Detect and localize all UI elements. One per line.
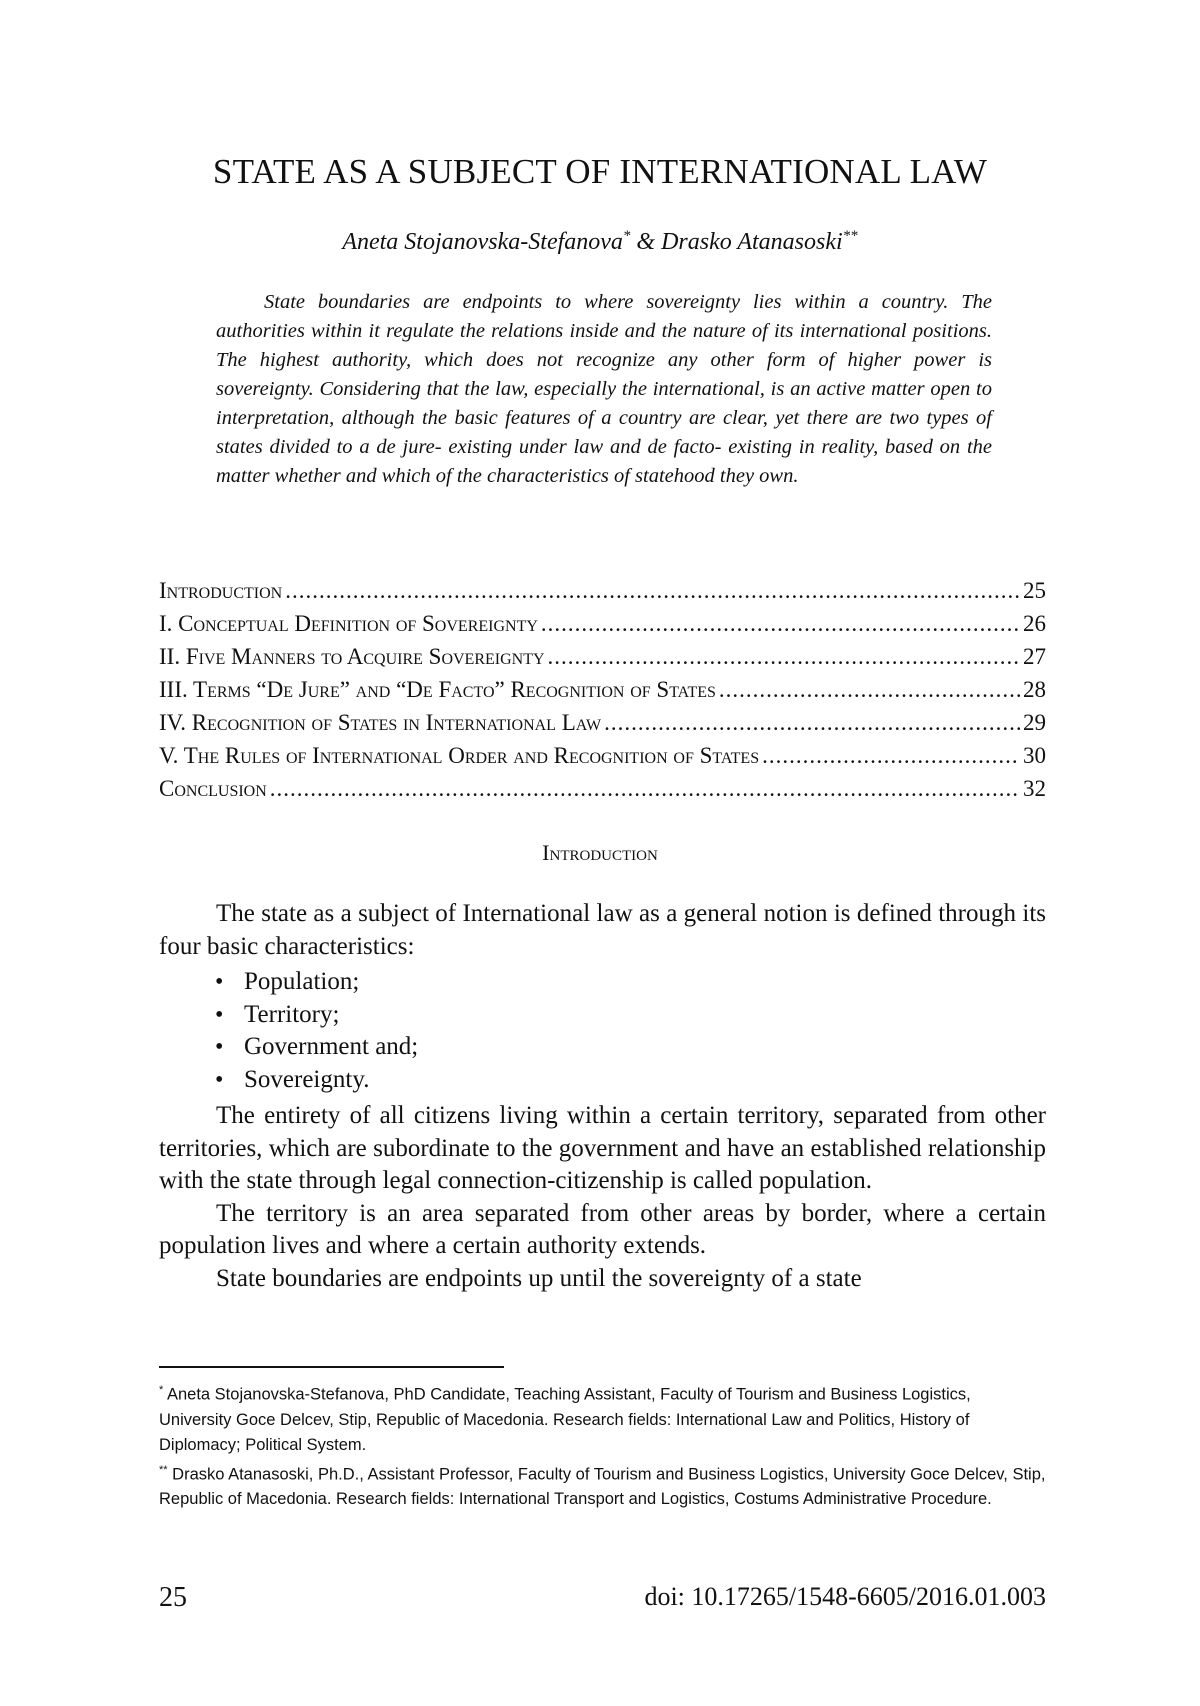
- toc-leader: [285, 578, 1020, 604]
- author-line: [0, 228, 1200, 256]
- body-paragraph: The state as a subject of International law as a general notion is defined through its four basic characteristics:: [159, 900, 1046, 960]
- list-item: [215, 966, 715, 999]
- toc-leader: [719, 677, 1020, 703]
- body-paragraph-block: [159, 898, 1046, 963]
- footnotes: [159, 1378, 1046, 1512]
- toc-entry[interactable]: [159, 644, 1046, 677]
- footnote-marker[interactable]: **: [842, 228, 858, 244]
- toc-label: IV. Recognition of States in International Law: [159, 710, 602, 735]
- list-item: [215, 999, 715, 1032]
- toc-entry[interactable]: [159, 611, 1046, 644]
- bullet-icon: •: [215, 1034, 224, 1060]
- toc-page-number: 26: [1023, 611, 1046, 636]
- toc-leader: [270, 776, 1020, 802]
- toc-page-number: 29: [1023, 710, 1046, 735]
- toc-leader: [541, 611, 1020, 637]
- toc-entry[interactable]: [159, 710, 1046, 743]
- page-number: 25: [159, 1582, 187, 1613]
- list-item-text: Sovereignty.: [244, 1065, 370, 1093]
- body-paragraph: State boundaries are endpoints up until the sovereignty of a state: [216, 1264, 862, 1292]
- toc-label: Introduction: [159, 578, 283, 603]
- footnote-text: Drasko Atanasoski, Ph.D., Assistant Professor, Faculty of Tourism and Business Logistics, University Goce Delcev, Stip, Republic of Macedonia. Research fields: International Transport and Logistics, Costums Administrative Procedure.: [159, 1465, 1046, 1508]
- toc-label: II. Five Manners to Acquire Sovereignty: [159, 644, 545, 669]
- toc-leader: [762, 743, 1020, 769]
- body-paragraph: The entirety of all citizens living within a certain territory, separated from other territories, which are subordinate to the government and have an established relationship with the state through legal connection-citizenship is called population.: [159, 1102, 1046, 1194]
- author-name: Aneta Stojanovska-Stefanova: [342, 229, 623, 255]
- footnote: [159, 1378, 1046, 1458]
- abstract: State boundaries are endpoints to where sovereignty lies within a country. The authorities within it regulate the relations inside and the nature of its international positions. The highest authority, which does not recognize any other form of higher power is sovereignty. Considering that the law, especially the international, is an active matter open to interpretation, although the basic features of a country are clear, yet there are two types of states divided to a de jure- existing under law and de facto- existing in reality, based on the matter whether and which of the characteristics of statehood they own.: [216, 291, 992, 487]
- footnote-marker: **: [159, 1463, 168, 1476]
- article-title: STATE AS A SUBJECT OF INTERNATIONAL LAW: [212, 152, 988, 191]
- toc-page-number: 32: [1023, 776, 1046, 801]
- toc-entry[interactable]: [159, 776, 1046, 809]
- toc-page-number: 28: [1023, 677, 1046, 702]
- table-of-contents: [159, 578, 1046, 809]
- footnote-marker: *: [159, 1384, 164, 1396]
- toc-page-number: 27: [1023, 644, 1046, 669]
- bullet-list: [215, 966, 715, 1096]
- toc-leader: [604, 710, 1020, 736]
- toc-entry[interactable]: [159, 578, 1046, 611]
- doi-link[interactable]: doi: 10.17265/1548-6605/2016.01.003: [644, 1582, 1046, 1611]
- toc-label: V. The Rules of International Order and Recognition of States: [159, 743, 760, 768]
- list-item-text: Territory;: [244, 1000, 340, 1028]
- toc-label: III. Terms “De Jure” and “De Facto” Recognition of States: [159, 677, 716, 702]
- toc-page-number: 25: [1023, 578, 1046, 603]
- bullet-icon: •: [215, 1066, 224, 1093]
- list-item: [215, 1064, 715, 1097]
- footnote-marker[interactable]: *: [622, 228, 631, 244]
- list-item: [215, 1031, 715, 1064]
- footnote-text: Aneta Stojanovska-Stefanova, PhD Candidate, Teaching Assistant, Faculty of Tourism and Business Logistics, University Goce Delcev, Stip, Republic of Macedonia. Research fields: International Law and Politics, History of Diplomacy; Political System.: [159, 1385, 971, 1454]
- list-item-text: Population;: [244, 968, 360, 995]
- toc-page-number: 30: [1023, 743, 1046, 768]
- toc-label: Conclusion: [159, 776, 267, 801]
- author-joiner: &: [630, 229, 662, 255]
- body-paragraph: The territory is an area separated from other areas by border, where a certain population lives and where a certain authority extends.: [159, 1199, 1046, 1259]
- footnote-divider: [159, 1366, 504, 1368]
- toc-entry[interactable]: [159, 677, 1046, 710]
- body-paragraph-block: [159, 1100, 1046, 1295]
- bullet-icon: •: [215, 969, 224, 995]
- list-item-text: Government and;: [244, 1033, 419, 1060]
- toc-leader: [548, 644, 1020, 670]
- section-heading: Introduction: [542, 840, 658, 865]
- footnote: [159, 1458, 1046, 1513]
- author-name: Drasko Atanasoski: [661, 229, 843, 255]
- bullet-icon: •: [215, 1001, 224, 1028]
- toc-entry[interactable]: [159, 743, 1046, 776]
- toc-label: I. Conceptual Definition of Sovereignty: [159, 611, 538, 636]
